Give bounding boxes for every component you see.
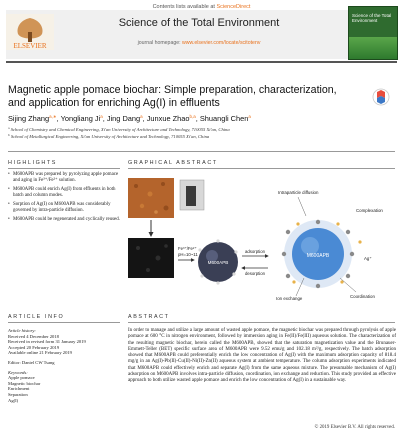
affiliation-sup: a (8, 126, 10, 130)
history-label: Article history: (8, 328, 36, 333)
apple-pomace-photo (128, 178, 174, 218)
affiliation-b (8, 133, 209, 139)
keywords (8, 370, 113, 404)
sphere-label-right: M600APB (306, 253, 330, 259)
highlights-heading: HIGHLIGHTS (8, 160, 57, 166)
author-list: Sijing Zhang$^{a,∗}$, Yongliang Ji$^a$, Jing Dang$^a$, Junxue Zhao$^{b,a}$, Shuangli Chen$^a$ (8, 114, 251, 123)
desorption-label: desorption (244, 271, 266, 276)
graphical-abstract[interactable] (128, 172, 396, 304)
article-history (8, 328, 113, 356)
abstract-heading: ABSTRACT (128, 314, 170, 320)
sciencedirect-link[interactable]: ScienceDirect (216, 4, 251, 10)
homepage-link[interactable]: www.elsevier.com/locate/scitotenv (182, 40, 261, 46)
article-title: Magnetic apple pomace biochar: Simple preparation, characterization, and application for enriching Ag(I) in effluents (8, 84, 337, 109)
history-entry: Accepted 20 February 2019 (8, 344, 60, 350)
homepage-prefix: journal homepage: (137, 40, 181, 46)
adsorption-label: adsorption (244, 249, 266, 254)
sphere-label-left: M600APB (207, 260, 229, 265)
title-divider (8, 151, 395, 152)
author-name[interactable]: Shuangli Chen (199, 114, 249, 123)
article-info-heading: ARTICLE INFO (8, 314, 65, 320)
biochar-photo (128, 238, 174, 278)
crossmark-icon (372, 88, 390, 106)
cover-graphic (349, 37, 397, 59)
ion-exchange-label: Ion exchange (276, 296, 303, 301)
article-info-rule (8, 322, 120, 323)
keyword-item[interactable]: Ag(I) (8, 397, 19, 403)
affiliation-sup: b (8, 133, 10, 137)
abstract-text: In order to manage and utilize a large amount of wasted apple pomace, the magnetic biochar was prepared through pyrolysis of apple pomace at 600 °C in nitrogen environment, followed by immersion aging in Fe(II)/Fe(III) aqueous solution. The characterization of the resulting magnetic biochar, herein called the M600APB, showed that the saturation magnetization value and the Brunauer-Emmett-Teller (BET) specific surface area of M600APB were 9.52 emu/g and 102.18 m²/g, respectively. The batch adsorption showed that M600APB could preferentially enrich the low concentration of Ag(I) with the maximum adsorption capacity of 818.4 mg/g in an Ag(I)-Pb(II)-Cu(II)-Ni(II)-Zn(II) aqueous system at ambient temperature. The column adsorption experiments indicated that M600APB could effectively enrich and separate Ag(I) from the same aqueous mixture. The presumable mechanism of Ag(I) adsorption on M600APB involves intra-particle diffusion, coordination, ion exchange and reduction. This study provided an effective approach to both utilize wasted apple pomace and enrich the low concentration of Ag(I) in a sustainable way. (128, 328, 396, 384)
ag-ion-label: Ag⁺ (364, 256, 372, 261)
journal-homepage-line (58, 40, 340, 46)
history-entry: Received in revised form 31 January 2019 (8, 339, 86, 345)
keyword-item[interactable]: Apple pomace (8, 375, 35, 381)
highlight-item: • Sorption of Ag(I) on M600APB was considerably governed by intra-particle diffusion. (13, 202, 120, 214)
article-info (8, 328, 113, 407)
copyright-notice: © 2019 Elsevier B.V. All rights reserved. (314, 425, 395, 430)
elsevier-logo[interactable] (6, 14, 54, 50)
keywords-label: Keywords: (8, 369, 28, 375)
keyword-item[interactable]: Magnetic biochar (8, 380, 41, 386)
intraparticle-diffusion-label: Intraparticle diffusion (278, 190, 319, 195)
contents-prefix: Contents lists available at (152, 4, 215, 10)
editor-line: Editor: Daniel CW Tsang (8, 359, 55, 365)
graphical-abstract-rule (128, 168, 395, 169)
coordination-label: Coordination (350, 294, 375, 299)
journal-title[interactable]: Science of the Total Environment (118, 17, 280, 29)
highlight-item: • M600APB could be regenerated and cyclically reused. (13, 217, 120, 223)
author-sup: a (248, 114, 251, 119)
fe-label: Fe³⁺/Fe²⁺ (178, 246, 197, 251)
author-name[interactable]: Sijing Zhang (8, 114, 50, 123)
crossmark-badge[interactable] (372, 88, 390, 106)
cover-title: Science of the Total Environment (352, 13, 392, 23)
affiliation-a (8, 126, 230, 132)
highlight-item: • M600APB was prepared by pyrolyzing apple pomace and aging in Fe³⁺/Fe²⁺ solution. (13, 172, 120, 184)
highlights-list (8, 172, 120, 226)
history-entry: Received 4 December 2018 (8, 333, 59, 339)
keyword-item[interactable]: Separation (8, 391, 28, 397)
graphical-abstract-figure (128, 172, 396, 304)
affiliation-text: School of Chemistry and Chemical Engineering, Xi'an University of Architecture and Technology, 710055 Xi'an, China (10, 127, 230, 132)
graphical-abstract-heading: GRAPHICAL ABSTRACT (128, 160, 218, 166)
journal-cover-thumbnail[interactable] (348, 6, 398, 60)
author-sup: a,∗ (49, 114, 57, 119)
highlight-item: • M600APB could enrich Ag(I) from effluents in both batch and column modes. (13, 187, 120, 199)
author-name[interactable]: Yongliang Ji (60, 114, 101, 123)
complexation-label: Complexation (356, 208, 383, 213)
contents-line (0, 4, 403, 10)
keyword-item[interactable]: Enrichment (8, 386, 30, 392)
highlights-rule (8, 168, 120, 169)
author-sup: a (140, 114, 143, 119)
affiliation-text: School of Metallurgical Engineering, Xi'an University of Architecture and Technology, 710055 Xi'an, China (10, 134, 210, 139)
elsevier-tree-icon (6, 14, 54, 50)
author-name[interactable]: Junxue Zhao (146, 114, 190, 123)
author-name[interactable]: Jing Dang (106, 114, 141, 123)
author-sup: b,a (189, 114, 196, 119)
header-divider (6, 61, 397, 63)
ph-label: pH=10~11 (178, 252, 198, 257)
abstract-rule (128, 322, 395, 323)
author-sup: a (100, 114, 103, 119)
elsevier-wordmark: ELSEVIER (13, 42, 47, 50)
history-entry: Available online 21 February 2019 (8, 350, 72, 356)
